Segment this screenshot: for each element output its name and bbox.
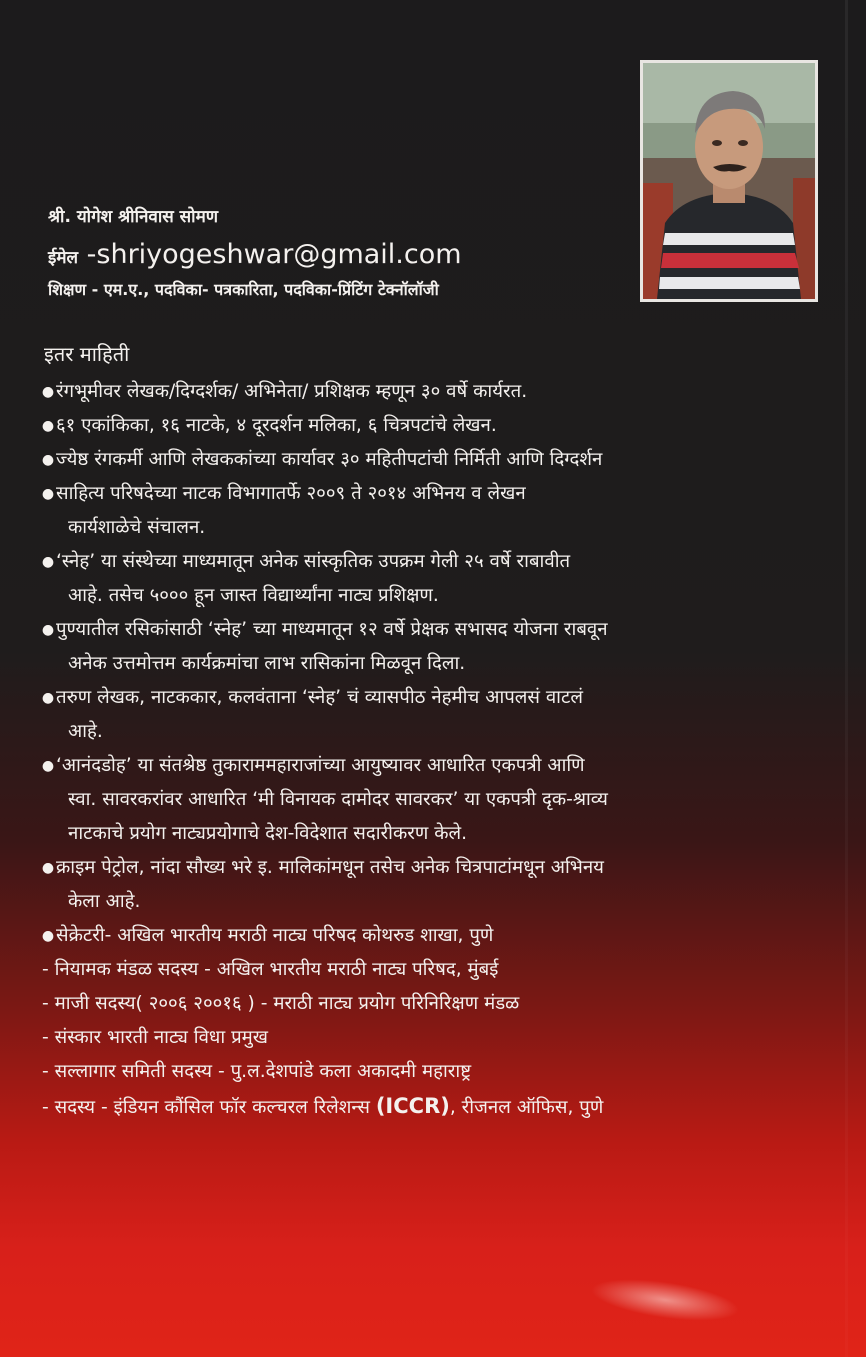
info-item-line: - नियामक मंडळ सदस्य - अखिल भारतीय मराठी नाट्य परिषद, मुंबई [42,959,499,980]
other-info-section [40,340,830,1125]
info-item-8 [40,749,830,851]
info-item-line: रंगभूमीवर लेखक/दिग्दर्शक/ अभिनेता/ प्रशिक्षक म्हणून ३० वर्षे कार्यरत. [56,381,528,402]
bullet-dot-icon: ● [41,928,55,944]
author-name: श्री. योगेश श्रीनिवास सोमण [48,207,219,227]
education-line: शिक्षण - एम.ए., पदविका- पत्रकारिता, पदविका-प्रिंटिंग टेक्नॉलॉजी [48,280,439,299]
author-details [48,204,638,300]
info-item-line: अनेक उत्तमोत्तम कार्यक्रमांचा लाभ रासिकांना मिळवून दिला. [68,653,466,674]
info-item-12 [40,987,830,1021]
info-item-line: ‘आनंदडोह’ या संतश्रेष्ठ तुकाराममहाराजांच्या आयुष्यावर आधारित एकपत्री आणि [56,755,585,776]
bullet-dot-icon: ● [41,690,55,706]
info-item-line: आहे. [68,721,103,742]
info-list [40,375,830,1089]
info-item-text [56,613,830,681]
email-address[interactable]: -shriyogeshwar@gmail.com [86,239,462,270]
bullet-dot-icon: ● [41,758,55,774]
info-item-9 [40,851,830,919]
info-item-14 [40,1055,830,1089]
info-item-13 [40,1021,830,1055]
other-info-heading: इतर माहिती [44,342,130,366]
author-portrait-illustration [643,63,815,299]
info-item-line: आहे. तसेच ५००० हून जास्त विद्यार्थ्यांना नाट्य प्रशिक्षण. [68,585,439,606]
info-item-line: क्राइम पेट्रोल, नांदा सौख्य भरे इ. मालिकांमधून तसेच अनेक चित्रपाटांमधून अभिनय [56,857,604,878]
cover-spine-line [845,0,848,1357]
info-item-line: नाटकाचे प्रयोग नाट्यप्रयोगाचे देश-विदेशात सदारीकरण केले. [68,823,468,844]
info-item-line: साहित्य परिषदेच्या नाटक विभागातर्फे २००९ ते २०१४ अभिनय व लेखन [56,483,526,504]
info-item-line: सेक्रेटरी- अखिल भारतीय मराठी नाट्य परिषद कोथरुड शाखा, पुणे [56,925,494,946]
info-item-text [56,919,830,953]
info-item-line: - संस्कार भारती नाट्य विधा प्रमुख [42,1027,268,1048]
info-item-line: पुण्यातील रसिकांसाठी ‘स्नेह’ च्या माध्यमातून १२ वर्षे प्रेक्षक सभासद योजना राबवून [56,619,608,640]
cover-scuff-mark [588,1272,742,1329]
info-item-text [56,851,830,919]
info-item-3 [40,443,830,477]
info-item-text [56,409,830,443]
info-item-2 [40,409,830,443]
author-photo [640,60,818,302]
info-item-iccr-text-before: - सदस्य - इंडियन कौंसिल फॉर कल्चरल रिलेशन्स [42,1097,376,1118]
info-item-line: केला आहे. [68,891,141,912]
info-item-line: - सल्लागार समिती सदस्य - पु.ल.देशपांडे कला अकादमी महाराष्ट्र [42,1061,472,1082]
bullet-dot-icon: ● [41,452,55,468]
info-item-iccr [40,1089,830,1125]
info-item-4 [40,477,830,545]
info-item-line: स्वा. सावरकरांवर आधारित ‘मी विनायक दामोदर सावरकर’ या एकपत्री दृक-श्राव्य [68,789,608,810]
bullet-dot-icon: ● [41,622,55,638]
info-item-6 [40,613,830,681]
info-item-iccr-text-after: , रीजनल ऑफिस, पुणे [449,1097,604,1118]
email-label: ईमेल [48,248,79,268]
info-item-text [56,681,830,749]
info-item-11 [40,953,830,987]
info-item-line: तरुण लेखक, नाटककार, कलवंताना ‘स्नेह’ चं व्यासपीठ नेहमीच आपलसं वाटलं [56,687,583,708]
info-item-line: ज्येष्ठ रंगकर्मी आणि लेखककांच्या कार्यावर ३० महितीपटांची निर्मिती आणि दिग्दर्शन [56,449,603,470]
info-item-text [56,749,830,851]
email-row [48,239,638,270]
info-item-line: कार्यशाळेचे संचालन. [68,517,206,538]
bullet-dot-icon: ● [41,486,55,502]
info-item-1 [40,375,830,409]
bullet-dot-icon: ● [41,418,55,434]
info-item-text [56,477,830,545]
info-item-text [56,545,830,613]
info-item-5 [40,545,830,613]
info-item-10 [40,919,830,953]
info-item-line: ‘स्नेह’ या संस्थेच्या माध्यमातून अनेक सांस्कृतिक उपक्रम गेली २५ वर्षे राबावीत [56,551,571,572]
info-item-text [56,443,830,477]
info-item-line: ६१ एकांकिका, १६ नाटके, ४ दूरदर्शन मलिका, ६ चित्रपटांचे लेखन. [56,415,497,436]
info-item-line: - माजी सदस्य( २००६ २००१६ ) - मराठी नाट्य प्रयोग परिनिरिक्षण मंडळ [42,993,520,1014]
bullet-dot-icon: ● [41,554,55,570]
info-item-7 [40,681,830,749]
info-item-text [56,375,830,409]
bullet-dot-icon: ● [41,384,55,400]
bullet-dot-icon: ● [41,860,55,876]
iccr-abbreviation: (ICCR) [375,1094,450,1118]
